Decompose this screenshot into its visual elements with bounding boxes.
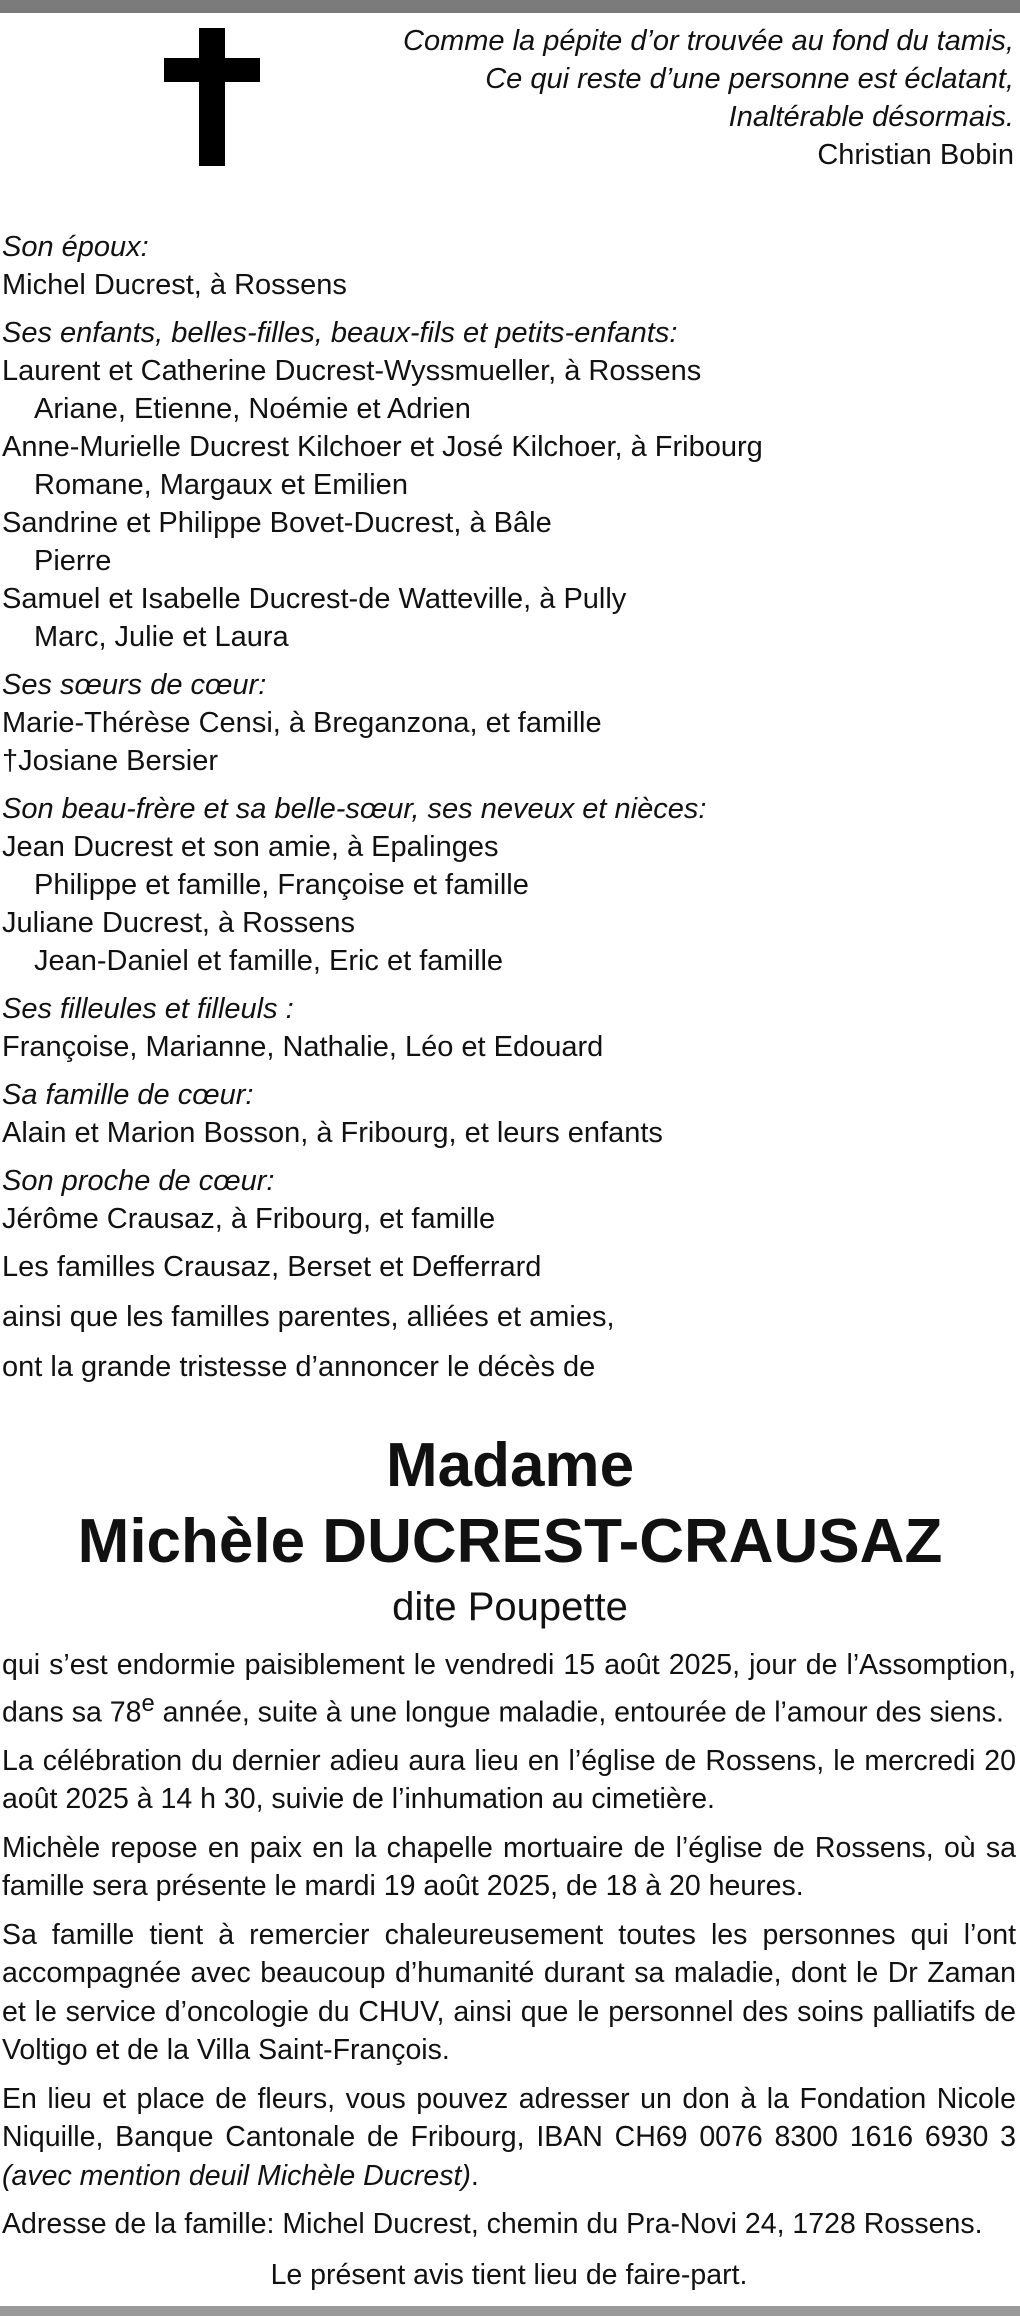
deceased-title: Madame xyxy=(385,1431,635,1500)
family-member-line: Marc, Julie et Laura xyxy=(34,621,289,653)
notice-paragraph-donation xyxy=(2,2080,1016,2196)
family-group xyxy=(2,990,1012,1066)
notice-text-part: qui s’est endormie paisiblement le vendredi 15 août 2025, jour de l’Assomption, dans sa 78 xyxy=(2,1649,1016,1728)
donation-mention: (avec mention deuil Michèle Ducrest) xyxy=(2,2159,471,2192)
family-member-line: Alain et Marion Bosson, à Fribourg, et leurs enfants xyxy=(2,1117,663,1149)
family-group xyxy=(2,666,1012,780)
top-border xyxy=(0,0,1020,13)
poem-line: Inaltérable désormais. xyxy=(728,101,1014,133)
ordinal-suffix: e xyxy=(141,1689,155,1717)
poem-quote xyxy=(403,22,1014,174)
deceased-name: Michèle DUCREST-CRAUSAZ xyxy=(77,1507,943,1576)
family-group xyxy=(2,1076,1012,1152)
family-group-heading: Son beau-frère et sa belle-sœur, ses neveux et nièces: xyxy=(2,793,707,825)
family-group-heading: Ses sœurs de cœur: xyxy=(2,669,267,701)
family-member-line: Laurent et Catherine Ducrest-Wyssmueller, à Rossens xyxy=(2,355,702,387)
notice-paragraph-passing xyxy=(2,1646,1016,1732)
closing-line: ainsi que les familles parentes, alliées et amies, xyxy=(2,1301,615,1333)
family-member-line: Pierre xyxy=(34,545,112,577)
deceased-nickname: dite Poupette xyxy=(392,1585,628,1629)
family-member-line: Marie-Thérèse Censi, à Breganzona, et famille xyxy=(2,707,602,739)
family-group-heading: Ses enfants, belles-filles, beaux-fils et petits-enfants: xyxy=(2,317,678,349)
notice-text-part: En lieu et place de fleurs, vous pouvez adresser un don à la Fondation Nicole Niquille, Banque Cantonale de Fribourg, IBAN CH69 0076 8300 1616 6930 3 xyxy=(2,2082,1016,2153)
family-group-heading: Sa famille de cœur: xyxy=(2,1079,254,1111)
notice-text xyxy=(2,1646,1016,2304)
family-member-line: Romane, Margaux et Emilien xyxy=(34,469,408,501)
family-group xyxy=(2,790,1012,980)
family-group xyxy=(2,314,1012,656)
family-member-line: Juliane Ducrest, à Rossens xyxy=(2,907,355,939)
family-member-line: Jean-Daniel et famille, Eric et famille xyxy=(34,945,504,977)
family-member-line: Jérôme Crausaz, à Fribourg, et famille xyxy=(2,1203,496,1235)
poem-line: Comme la pépite d’or trouvée au fond du tamis, xyxy=(403,25,1014,57)
family-group xyxy=(2,1162,1012,1238)
bottom-border xyxy=(0,2306,1020,2316)
notice-paragraph-address: Adresse de la famille: Michel Ducrest, chemin du Pra-Novi 24, 1728 Rossens. xyxy=(2,2208,983,2240)
notice-footer: Le présent avis tient lieu de faire-part. xyxy=(270,2258,748,2291)
poem-line: Ce qui reste d’une personne est éclatant, xyxy=(485,63,1014,95)
family-member-line: Philippe et famille, Françoise et famille xyxy=(34,869,529,901)
family-member-line: Samuel et Isabelle Ducrest-de Watteville, à Pully xyxy=(2,583,627,615)
family-group xyxy=(2,228,1012,304)
notice-paragraph-thanks: Sa famille tient à remercier chaleureusement toutes les personnes qui l’ont accompagnée avec beaucoup d’humanité durant sa maladie, dont le Dr Zaman et le service d’oncologie du CHUV, ainsi que le personnel des soins palliatifs de Voltigo et de la Villa Saint-François. xyxy=(2,1918,1016,2066)
family-member-line: †Josiane Bersier xyxy=(2,745,218,777)
cross-icon xyxy=(164,28,260,166)
family-member-line: Anne-Murielle Ducrest Kilchoer et José Kilchoer, à Fribourg xyxy=(2,431,763,463)
family-group-heading: Ses filleules et filleuls : xyxy=(2,993,294,1025)
notice-text-part: année, suite à une longue maladie, entourée de l’amour des siens. xyxy=(154,1696,1004,1728)
notice-paragraph-chapel: Michèle repose en paix en la chapelle mortuaire de l’église de Rossens, où sa famille sera présente le mardi 19 août 2025, de 18 à 20 heures. xyxy=(2,1831,1016,1902)
closing-line: ont la grande tristesse d’annoncer le décès de xyxy=(2,1351,596,1383)
family-member-line: Sandrine et Philippe Bovet-Ducrest, à Bâle xyxy=(2,507,552,539)
notice-text-part: . xyxy=(470,2159,479,2192)
family-member-line: Ariane, Etienne, Noémie et Adrien xyxy=(34,393,471,425)
poem-author: Christian Bobin xyxy=(817,139,1014,171)
notice-paragraph-ceremony: La célébration du dernier adieu aura lieu en l’église de Rossens, le mercredi 20 août 2025 à 14 h 30, suivie de l’inhumation au cimetière. xyxy=(2,1744,1016,1815)
family-member-line: Jean Ducrest et son amie, à Epalinges xyxy=(2,831,499,863)
family-list xyxy=(2,228,1012,1398)
family-member-line: Michel Ducrest, à Rossens xyxy=(2,269,347,301)
family-member-line: Françoise, Marianne, Nathalie, Léo et Edouard xyxy=(2,1031,604,1063)
closing-line: Les familles Crausaz, Berset et Defferrard xyxy=(2,1251,542,1283)
family-group-heading: Son époux: xyxy=(2,231,149,263)
family-group-heading: Son proche de cœur: xyxy=(2,1165,275,1197)
